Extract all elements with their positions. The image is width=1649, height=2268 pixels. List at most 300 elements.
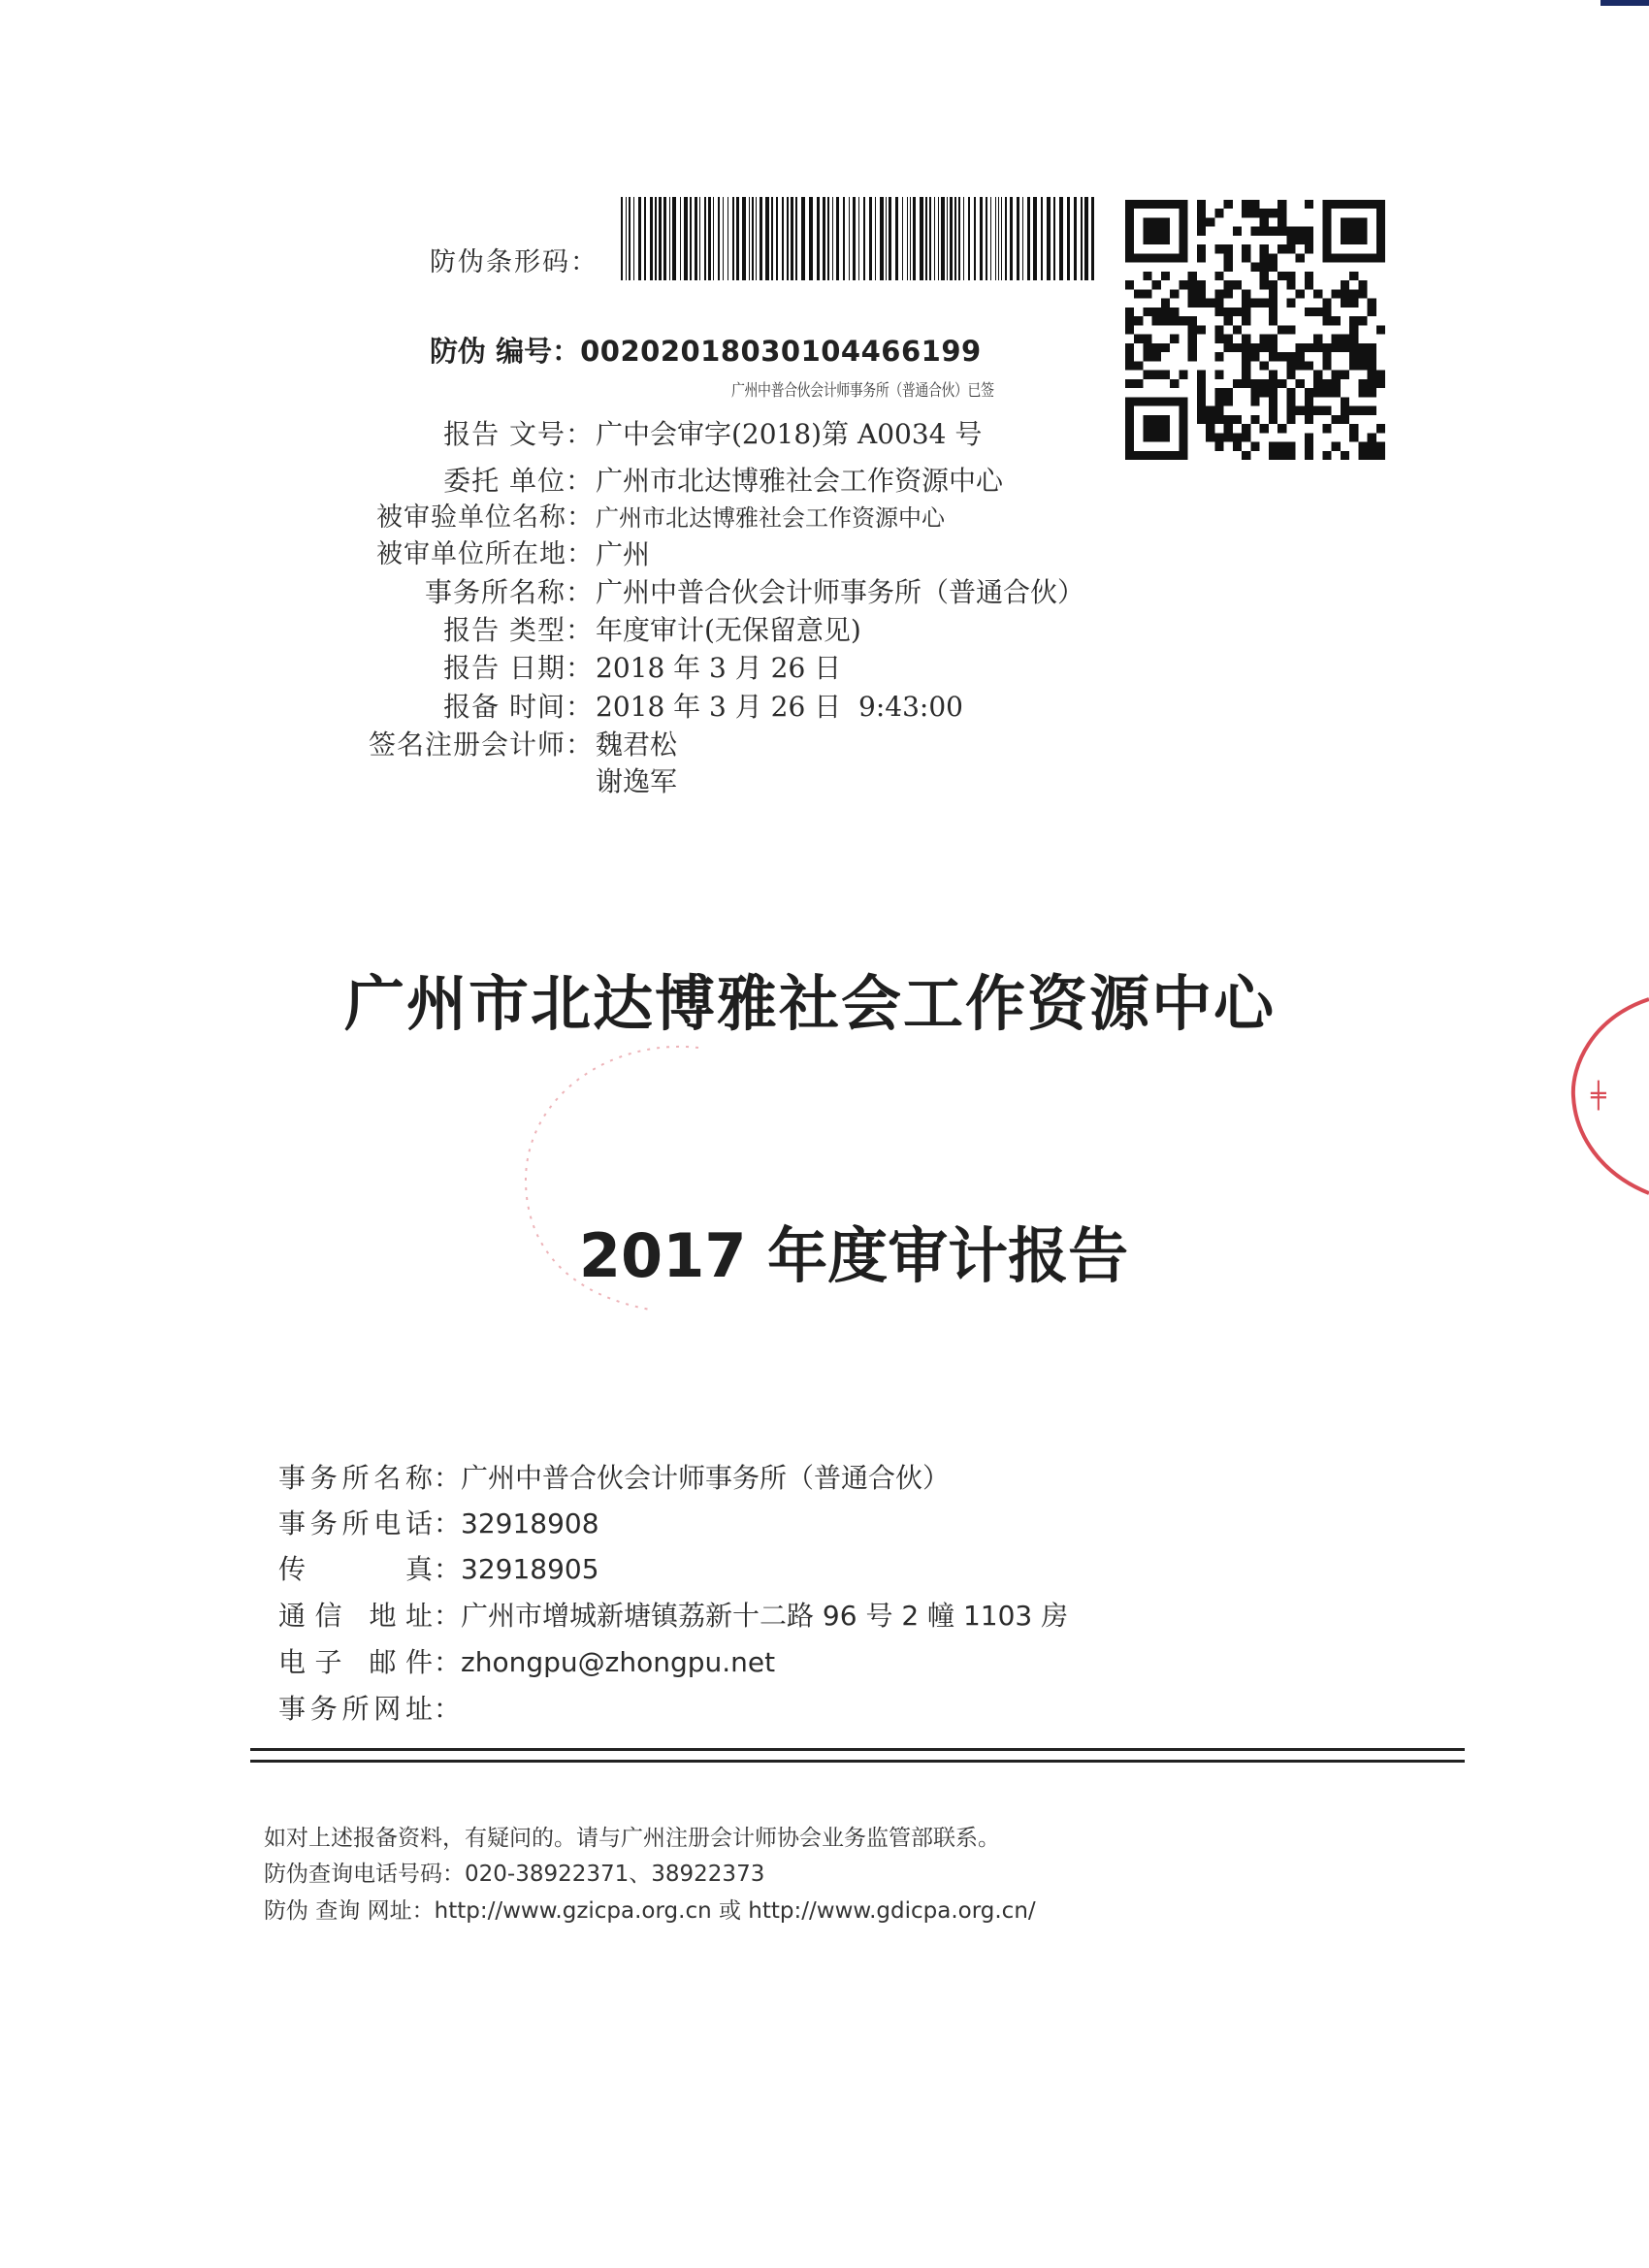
qr-module [1214, 272, 1223, 280]
qr-module [1125, 227, 1134, 236]
qr-module [1260, 272, 1269, 280]
barcode-bar [690, 197, 692, 280]
qr-module [1143, 253, 1151, 262]
qr-module [1332, 379, 1341, 388]
divider-bottom [250, 1760, 1465, 1763]
qr-module [1322, 299, 1331, 308]
qr-module [1286, 397, 1295, 405]
qr-module [1233, 227, 1242, 236]
barcode-bar [787, 197, 789, 280]
qr-module [1277, 325, 1286, 334]
qr-module [1214, 371, 1223, 379]
qr-module [1358, 352, 1367, 361]
qr-module [1341, 227, 1349, 236]
svg-text:╪: ╪ [1591, 1082, 1606, 1111]
barcode-bar [695, 197, 697, 280]
barcode-bar [869, 197, 872, 280]
firm-fax-row: 传 真：32918905 [278, 1548, 599, 1591]
qr-module [1214, 397, 1223, 405]
qr-module [1161, 299, 1170, 308]
report-info-block [0, 415, 1649, 803]
qr-module [1188, 272, 1197, 280]
qr-module [1224, 280, 1233, 289]
qr-module [1134, 253, 1143, 262]
qr-module [1242, 200, 1250, 209]
barcode-bar [875, 197, 876, 280]
qr-module [1152, 308, 1161, 316]
qr-module [1368, 200, 1376, 209]
qr-module [1269, 308, 1277, 316]
qr-module [1358, 227, 1367, 236]
barcode-bar [929, 197, 931, 280]
qr-module [1134, 397, 1143, 405]
barcode-bar [633, 197, 634, 280]
qr-module [1358, 236, 1367, 244]
qr-module [1277, 352, 1286, 361]
qr-module [1305, 361, 1313, 370]
qr-module [1125, 325, 1134, 334]
barcode-bar [771, 197, 773, 280]
qr-module [1206, 406, 1214, 415]
barcode-bar [672, 197, 676, 280]
qr-module [1322, 379, 1331, 388]
barcode-bar [843, 197, 845, 280]
qr-module [1376, 217, 1385, 226]
qr-module [1242, 352, 1250, 361]
qr-module [1125, 379, 1134, 388]
barcode-bar [998, 197, 999, 280]
qr-module [1214, 388, 1223, 397]
qr-module [1341, 289, 1349, 298]
qr-module [1179, 253, 1187, 262]
qr-module [1341, 253, 1349, 262]
qr-module [1286, 371, 1295, 379]
qr-module [1170, 316, 1179, 325]
qr-module [1214, 308, 1223, 316]
qr-module [1197, 406, 1206, 415]
qr-module [1152, 253, 1161, 262]
qr-module [1242, 335, 1250, 343]
barcode-bar [704, 197, 706, 280]
qr-module [1322, 217, 1331, 226]
qr-module [1188, 335, 1197, 343]
qr-module [1125, 397, 1134, 405]
qr-module [1349, 361, 1358, 370]
qr-module [1296, 379, 1305, 388]
qr-module [1269, 343, 1277, 352]
qr-module [1206, 299, 1214, 308]
footer-phone-value: 020-38922371、38922373 [465, 1862, 765, 1887]
qr-module [1332, 316, 1341, 325]
qr-module [1368, 379, 1376, 388]
qr-module [1286, 325, 1295, 334]
qr-module [1368, 299, 1376, 308]
barcode-bar [749, 197, 750, 280]
organization-title: 广州市北达博雅社会工作资源中心 [343, 968, 1276, 1039]
qr-module [1152, 343, 1161, 352]
qr-module [1341, 397, 1349, 405]
qr-module [1161, 308, 1170, 316]
qr-module [1143, 272, 1151, 280]
qr-module [1322, 200, 1331, 209]
qr-module [1197, 253, 1206, 262]
barcode-bar [791, 197, 793, 280]
qr-module [1269, 253, 1277, 262]
qr-module [1332, 200, 1341, 209]
barcode-bar [954, 197, 956, 280]
qr-module [1349, 236, 1358, 244]
qr-module [1224, 253, 1233, 262]
qr-module [1197, 379, 1206, 388]
qr-module [1260, 217, 1269, 226]
qr-module [1376, 200, 1385, 209]
qr-module [1341, 299, 1349, 308]
qr-module [1368, 361, 1376, 370]
qr-module [1214, 289, 1223, 298]
barcode-bar [629, 197, 630, 280]
barcode-bar [827, 197, 829, 280]
qr-module [1305, 236, 1313, 244]
qr-module [1143, 227, 1151, 236]
qr-module [1242, 343, 1250, 352]
barcode-bar [655, 197, 657, 280]
qr-module [1214, 299, 1223, 308]
barcode-bar [950, 197, 953, 280]
qr-module [1152, 217, 1161, 226]
qr-module [1286, 299, 1295, 308]
qr-module [1358, 280, 1367, 289]
qr-module [1341, 200, 1349, 209]
qr-module [1197, 325, 1206, 334]
barcode-bar [756, 197, 757, 280]
barcode-bar [1084, 197, 1088, 280]
firm-website-label: 事务所网址 [278, 1693, 434, 1725]
barcode-bar [836, 197, 839, 280]
qr-module [1143, 335, 1151, 343]
qr-module [1188, 289, 1197, 298]
barcode-bar [1001, 197, 1002, 280]
serial-number-label: 防伪 编号： [430, 335, 581, 368]
qr-module [1313, 379, 1322, 388]
qr-module [1161, 200, 1170, 209]
report-type-label: 报告 类型： [443, 614, 594, 646]
barcode-bar [621, 197, 623, 280]
qr-module [1143, 352, 1151, 361]
qr-module [1341, 217, 1349, 226]
qr-module [1188, 299, 1197, 308]
qr-module [1368, 343, 1376, 352]
firm-email-label: 电子 邮件 [278, 1646, 434, 1678]
firm-fax-label: 传 真 [278, 1553, 434, 1585]
firm-address-row: 通信 地址：广州市增城新塘镇荔新十二路 96 号 2 幢 1103 房 [278, 1595, 1068, 1637]
firm-fax-value: 32918905 [461, 1553, 599, 1585]
qr-module [1296, 253, 1305, 262]
report-date-label: 报告 日期： [443, 652, 594, 684]
qr-module [1197, 209, 1206, 217]
barcode-label: 防伪条形码： [430, 247, 598, 277]
qr-module [1305, 272, 1313, 280]
qr-module [1296, 361, 1305, 370]
barcode-bar [902, 197, 903, 280]
qr-module [1170, 289, 1179, 298]
barcode-bar [886, 197, 887, 280]
qr-module [1179, 397, 1187, 405]
qr-module [1233, 280, 1242, 289]
qr-module [1349, 299, 1358, 308]
qr-module [1152, 352, 1161, 361]
qr-module [1250, 343, 1259, 352]
divider-top [250, 1748, 1465, 1751]
barcode-bar [995, 197, 996, 280]
qr-module [1341, 343, 1349, 352]
barcode-bar [752, 197, 754, 280]
qr-module [1305, 244, 1313, 253]
qr-module [1250, 209, 1259, 217]
qr-module [1170, 308, 1179, 316]
qr-module [1214, 352, 1223, 361]
qr-module [1197, 299, 1206, 308]
qr-module [1250, 379, 1259, 388]
qr-module [1197, 227, 1206, 236]
qr-module [1242, 379, 1250, 388]
qr-module [1170, 379, 1179, 388]
qr-module [1313, 308, 1322, 316]
qr-module [1161, 397, 1170, 405]
barcode-bar [1017, 197, 1019, 280]
qr-module [1358, 200, 1367, 209]
qr-module [1349, 316, 1358, 325]
qr-module [1242, 308, 1250, 316]
qr-module [1322, 316, 1331, 325]
qr-module [1332, 335, 1341, 343]
qr-module [1152, 280, 1161, 289]
qr-module [1296, 236, 1305, 244]
qr-module [1214, 406, 1223, 415]
qr-module [1286, 352, 1295, 361]
qr-module [1214, 244, 1223, 253]
qr-module [1134, 361, 1143, 370]
barcode-bar [958, 197, 960, 280]
barcode-bar [684, 197, 688, 280]
qr-module [1179, 217, 1187, 226]
barcode-bar [974, 197, 976, 280]
qr-module [1260, 244, 1269, 253]
qr-module [1305, 397, 1313, 405]
qr-module [1134, 335, 1143, 343]
qr-module [1197, 289, 1206, 298]
qr-module [1152, 200, 1161, 209]
barcode-bar [1074, 197, 1077, 280]
qr-module [1161, 272, 1170, 280]
footer-phone-line [264, 1858, 764, 1891]
qr-module [1313, 335, 1322, 343]
barcode-bar [1047, 197, 1051, 280]
qr-module [1197, 280, 1206, 289]
qr-module [1233, 308, 1242, 316]
firm-phone-row: 事务所电话：32918908 [278, 1503, 599, 1545]
qr-module [1322, 406, 1331, 415]
qr-module [1305, 227, 1313, 236]
qr-module [1269, 316, 1277, 325]
qr-module [1250, 227, 1259, 236]
qr-module [1368, 352, 1376, 361]
firm-phone-value: 32918908 [461, 1507, 599, 1539]
barcode-bar [863, 197, 865, 280]
qr-module [1197, 244, 1206, 253]
qr-module [1206, 217, 1214, 226]
qr-module [1296, 343, 1305, 352]
barcode-bar [650, 197, 653, 280]
qr-module [1242, 244, 1250, 253]
firm-name-contact-value: 广州中普合伙会计师事务所（普通合伙） [461, 1462, 951, 1494]
qr-module [1143, 397, 1151, 405]
qr-module [1277, 227, 1286, 236]
qr-module [1368, 388, 1376, 397]
qr-module [1125, 406, 1134, 415]
barcode-bar [817, 197, 820, 280]
qr-module [1125, 361, 1134, 370]
qr-module [1269, 379, 1277, 388]
qr-module [1358, 379, 1367, 388]
qr-module [1161, 253, 1170, 262]
barcode-bar [699, 197, 700, 280]
qr-module [1305, 200, 1313, 209]
qr-module [1214, 325, 1223, 334]
barcode-bar [760, 197, 762, 280]
qr-module [1214, 209, 1223, 217]
qr-module [1376, 253, 1385, 262]
footer-web-value[interactable]: http://www.gzicpa.org.cn 或 http://www.gdicpa.org.cn/ [434, 1898, 1036, 1924]
qr-module [1143, 308, 1151, 316]
qr-module [1143, 217, 1151, 226]
qr-module [1296, 227, 1305, 236]
barcode-bar [947, 197, 948, 280]
qr-module [1269, 388, 1277, 397]
qr-module [1322, 253, 1331, 262]
qr-module [1233, 325, 1242, 334]
qr-module [1349, 289, 1358, 298]
qr-module [1349, 227, 1358, 236]
firm-email-row: 电子 邮件：zhongpu@zhongpu.net [278, 1641, 775, 1684]
qr-module [1125, 200, 1134, 209]
qr-module [1376, 236, 1385, 244]
qr-module [1313, 371, 1322, 379]
qr-module [1269, 209, 1277, 217]
qr-module [1250, 200, 1259, 209]
qr-module [1179, 244, 1187, 253]
anti-counterfeit-barcode [621, 197, 1096, 280]
qr-module [1242, 253, 1250, 262]
qr-module [1224, 200, 1233, 209]
firm-signed-stamp: 广州中普合伙会计师事务所（普通合伙）已签 [731, 381, 994, 401]
audited-name-label: 被审验单位名称： [376, 502, 594, 533]
barcode-bar [920, 197, 923, 280]
qr-module [1224, 343, 1233, 352]
qr-module [1242, 371, 1250, 379]
qr-module [1260, 253, 1269, 262]
signer-1: 魏君松 [596, 729, 678, 761]
qr-module [1197, 217, 1206, 226]
qr-module [1358, 316, 1367, 325]
audited-location-label: 被审单位所在地： [376, 539, 594, 569]
qr-module [1349, 272, 1358, 280]
qr-module [1188, 352, 1197, 361]
barcode-bar [832, 197, 833, 280]
qr-module [1269, 406, 1277, 415]
report-title: 2017 年度审计报告 [578, 1220, 1129, 1291]
qr-module [1286, 227, 1295, 236]
qr-module [1152, 316, 1161, 325]
scan-corner-mark [1600, 0, 1649, 6]
qr-module [1152, 371, 1161, 379]
qr-module [1260, 299, 1269, 308]
qr-module [1170, 397, 1179, 405]
barcode-bar [680, 197, 681, 280]
qr-module [1260, 343, 1269, 352]
qr-module [1376, 371, 1385, 379]
qr-module [1170, 335, 1179, 343]
qr-module [1349, 253, 1358, 262]
qr-module [1332, 343, 1341, 352]
filing-time-label: 报备 时间： [443, 691, 594, 723]
firm-website-row: 事务所网址： [278, 1688, 461, 1731]
qr-module [1161, 343, 1170, 352]
qr-module [1269, 299, 1277, 308]
barcode-bar [1041, 197, 1043, 280]
barcode-bar [669, 197, 670, 280]
serial-number-value: 00202018030104466199 [580, 335, 982, 368]
serial-number-line [430, 330, 982, 370]
qr-module [1269, 227, 1277, 236]
qr-module [1260, 209, 1269, 217]
qr-module [1286, 272, 1295, 280]
barcode-bar [718, 197, 720, 280]
qr-module [1179, 236, 1187, 244]
qr-module [1322, 388, 1331, 397]
qr-module [1224, 388, 1233, 397]
firm-name-label: 事务所名称： [424, 576, 594, 608]
qr-module [1322, 361, 1331, 370]
qr-module [1134, 289, 1143, 298]
barcode-bar [910, 197, 911, 280]
barcode-bar [934, 197, 935, 280]
qr-module [1125, 236, 1134, 244]
qr-module [1358, 361, 1367, 370]
qr-module [1358, 217, 1367, 226]
qr-module [1286, 280, 1295, 289]
qr-module [1242, 316, 1250, 325]
qr-module [1358, 406, 1367, 415]
barcode-bar [1022, 197, 1023, 280]
qr-module [1179, 316, 1187, 325]
barcode-bar [1081, 197, 1083, 280]
report-no-value: 广中会审字(2018)第 A0034 号 [596, 418, 983, 450]
qr-module [1358, 253, 1367, 262]
barcode-bar [858, 197, 859, 280]
qr-module [1332, 289, 1341, 298]
qr-module [1277, 244, 1286, 253]
client-value: 广州市北达博雅社会工作资源中心 [596, 465, 1004, 497]
qr-module [1376, 379, 1385, 388]
qr-module [1305, 388, 1313, 397]
qr-module [1224, 308, 1233, 316]
qr-module [1358, 388, 1367, 397]
qr-module [1179, 209, 1187, 217]
barcode-bar [889, 197, 891, 280]
qr-module [1134, 200, 1143, 209]
barcode-bar [938, 197, 939, 280]
report-date-value: 2018 年 3 月 26 日 [596, 652, 842, 684]
